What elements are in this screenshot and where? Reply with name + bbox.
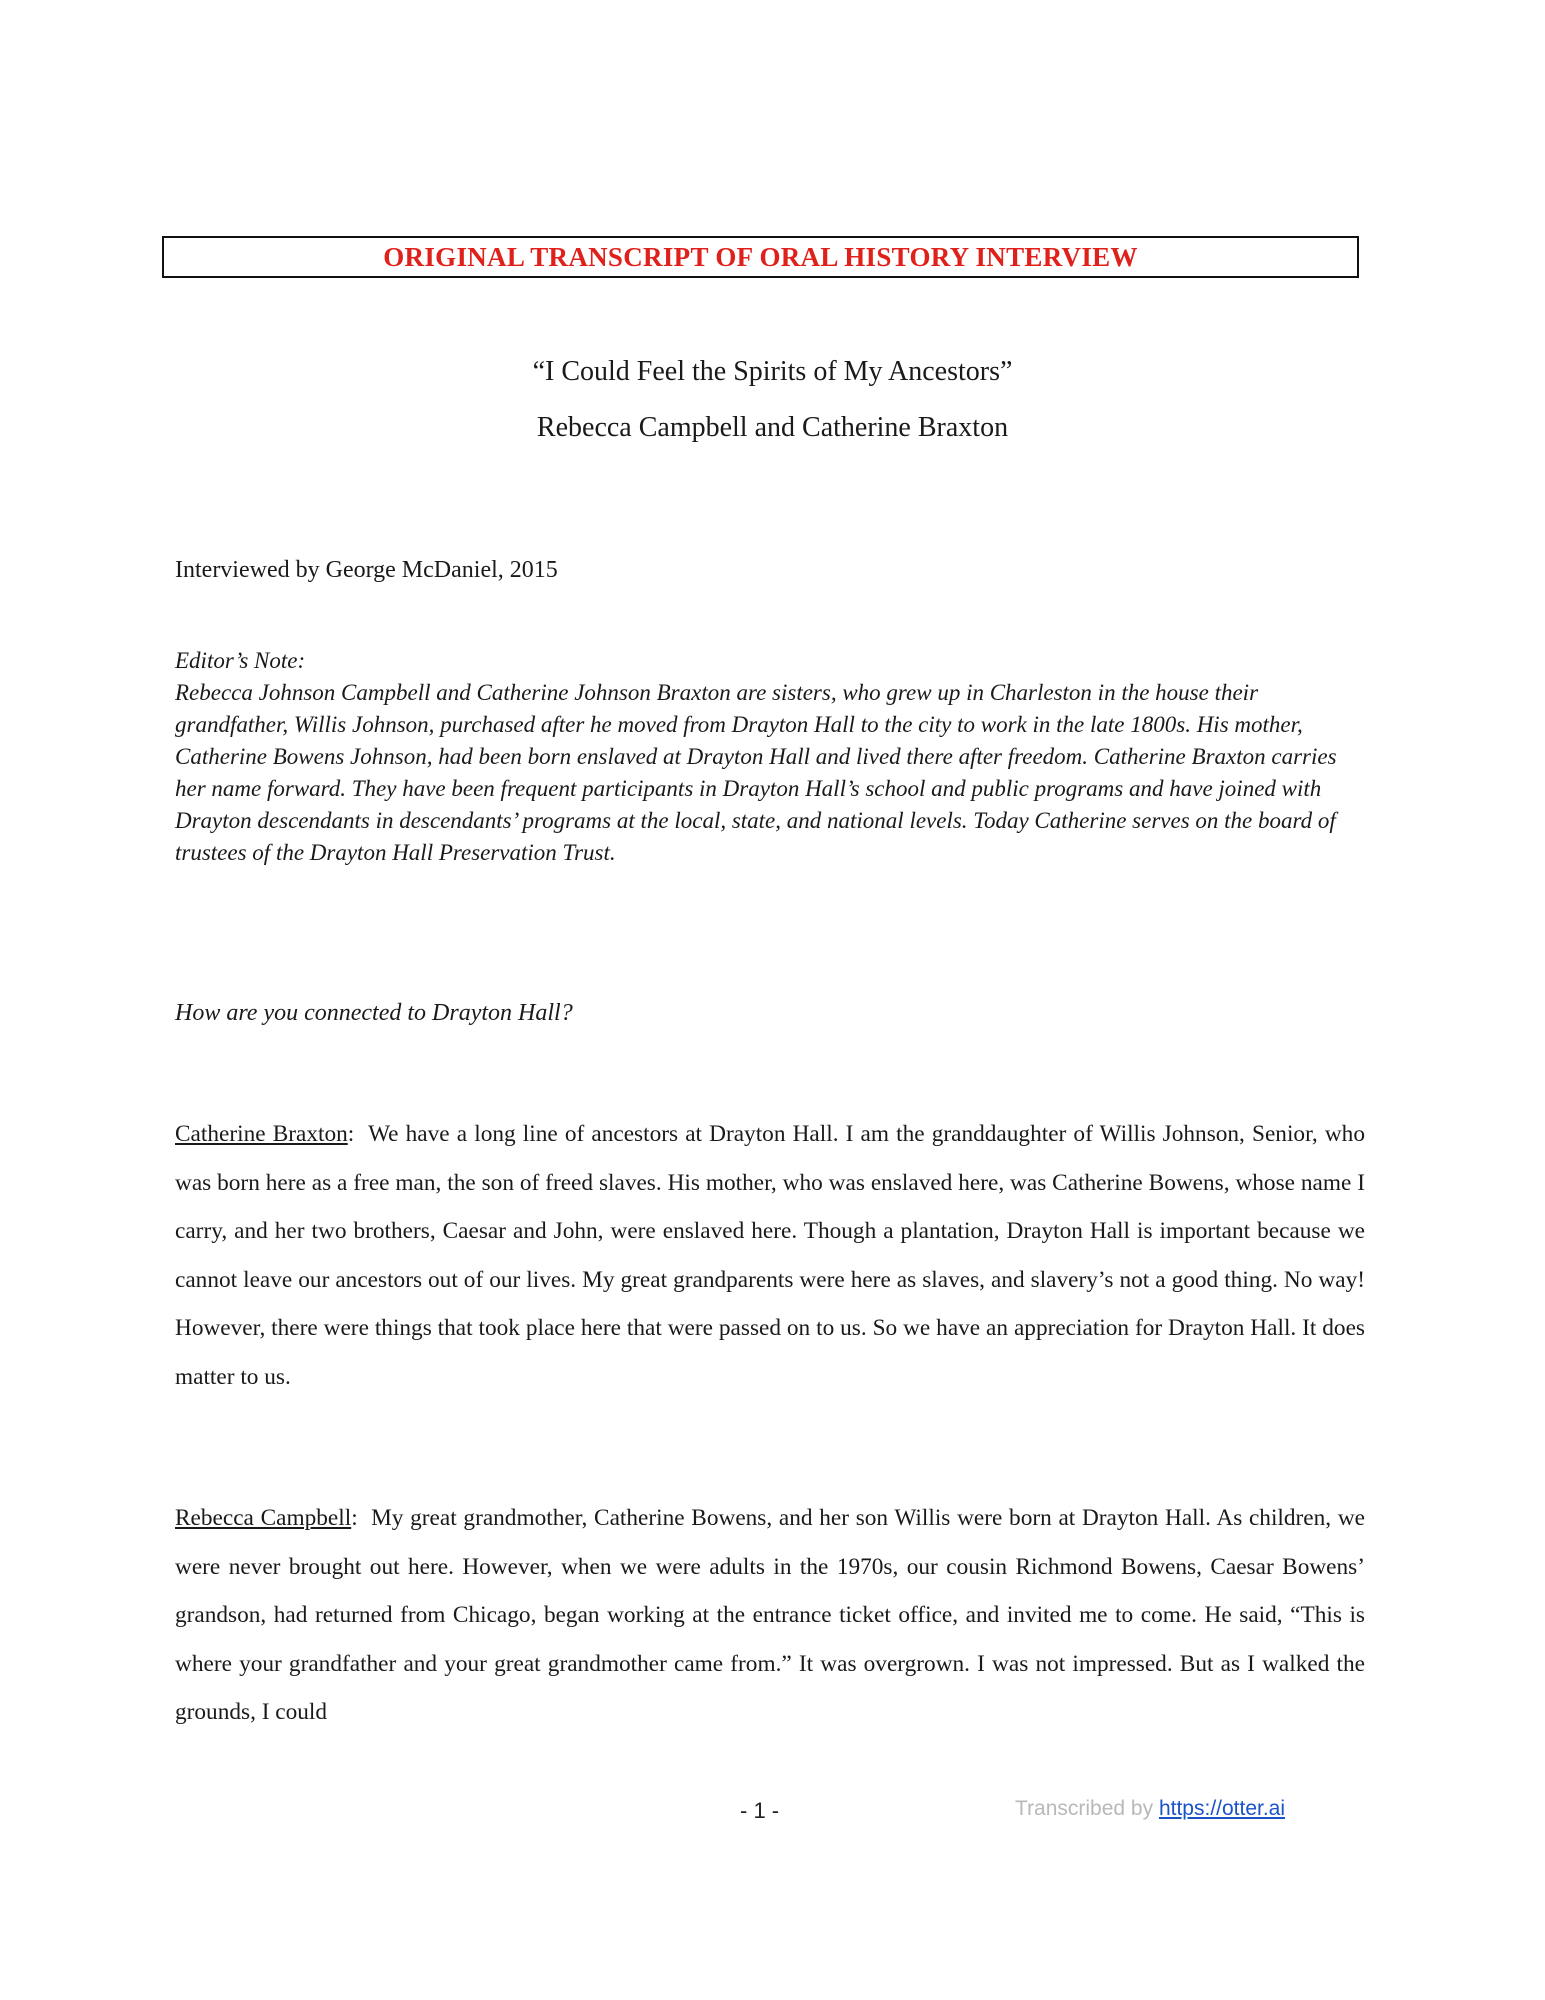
page-number: - 1 - xyxy=(740,1798,780,1823)
transcript-header-box xyxy=(162,236,1359,278)
answer-paragraph: Catherine Braxton: We have a long line of ancestors at Drayton Hall. I am the granddaughter of Willis Johnson, Senior, who was born here as a free man, the son of freed slaves. His mother, who was enslaved here, was Catherine Bowens, whose name I carry, and her two brothers, Caesar and John, were enslaved here. Though a plantation, Drayton Hall is important because we cannot leave our ancestors out of our lives. My great grandparents were here as slaves, and slavery’s not a good thing. No way! However, there were things that took place here that were passed on to us. So we have an appreciation for Drayton Hall. It does matter to us. xyxy=(175,1121,1365,1390)
editor-note xyxy=(175,645,1365,869)
otter-link[interactable]: https://otter.ai xyxy=(1158,1797,1286,1820)
interviewee-names: Rebecca Campbell and Catherine Braxton xyxy=(536,412,1009,443)
interviewer-line: Interviewed by George McDaniel, 2015 xyxy=(175,557,558,583)
editor-note-label: Editor’s Note: xyxy=(175,648,306,673)
credit-prefix: Transcribed by xyxy=(1015,1797,1159,1820)
transcription-credit xyxy=(1015,1797,1285,1821)
answer-paragraph: Rebecca Campbell: My great grandmother, Catherine Bowens, and her son Willis were born at Drayton Hall. As children, we were never brought out here. However, when we were adults in the 1970s, our cousin Richmond Bowens, Caesar Bowens’ grandson, had returned from Chicago, began working at the entrance ticket office, and invited me to come. He said, “This is where your grandfather and your great grandmother came from.” It was overgrown. I was not impressed. But as I walked the grounds, I could xyxy=(175,1505,1365,1725)
answer-text: We have a long line of ancestors at Drayton Hall. I am the granddaughter of Willis Johnson, Senior, who was born here as a free man, the son of freed slaves. His mother, who was enslaved here, was Catherine Bowens, whose name I carry, and her two brothers, Caesar and John, were enslaved here. Though a plantation, Drayton Hall is important because we cannot leave our ancestors out of our lives. My great grandparents were here as slaves, and slavery’s not a good thing. No way! However, there were things that took place here that were passed on to us. So we have an appreciation for Drayton Hall. It does matter to us. xyxy=(175,1121,1365,1390)
editor-note-text: Rebecca Johnson Campbell and Catherine Johnson Braxton are sisters, who grew up in Charleston in the house their grandfather, Willis Johnson, purchased after he moved from Drayton Hall to the city to work in the late 1800s. His mother, Catherine Bowens Johnson, had been born enslaved at Drayton Hall and lived there after freedom. Catherine Braxton carries her name forward. They have been frequent participants in Drayton Hall’s school and public programs and have joined with Drayton descendants in descendants’ programs at the local, state, and national levels. Today Catherine serves on the board of trustees of the Drayton Hall Preservation Trust. xyxy=(175,680,1337,865)
interview-title: “I Could Feel the Spirits of My Ancestors” xyxy=(532,356,1013,387)
interview-question: How are you connected to Drayton Hall? xyxy=(175,1000,573,1026)
answer-text: My great grandmother, Catherine Bowens, and her son Willis were born at Drayton Hall. As children, we were never brought out here. However, when we were adults in the 1970s, our cousin Richmond Bowens, Caesar Bowens’ grandson, had returned from Chicago, began working at the entrance ticket office, and invited me to come. He said, “This is where your grandfather and your great grandmother came from.” It was overgrown. I was not impressed. But as I walked the grounds, I could xyxy=(175,1505,1365,1725)
speaker-name: Catherine Braxton xyxy=(175,1121,348,1147)
transcript-header-title: ORIGINAL TRANSCRIPT OF ORAL HISTORY INTERVIEW xyxy=(383,242,1138,272)
speaker-name: Rebecca Campbell xyxy=(175,1505,352,1531)
